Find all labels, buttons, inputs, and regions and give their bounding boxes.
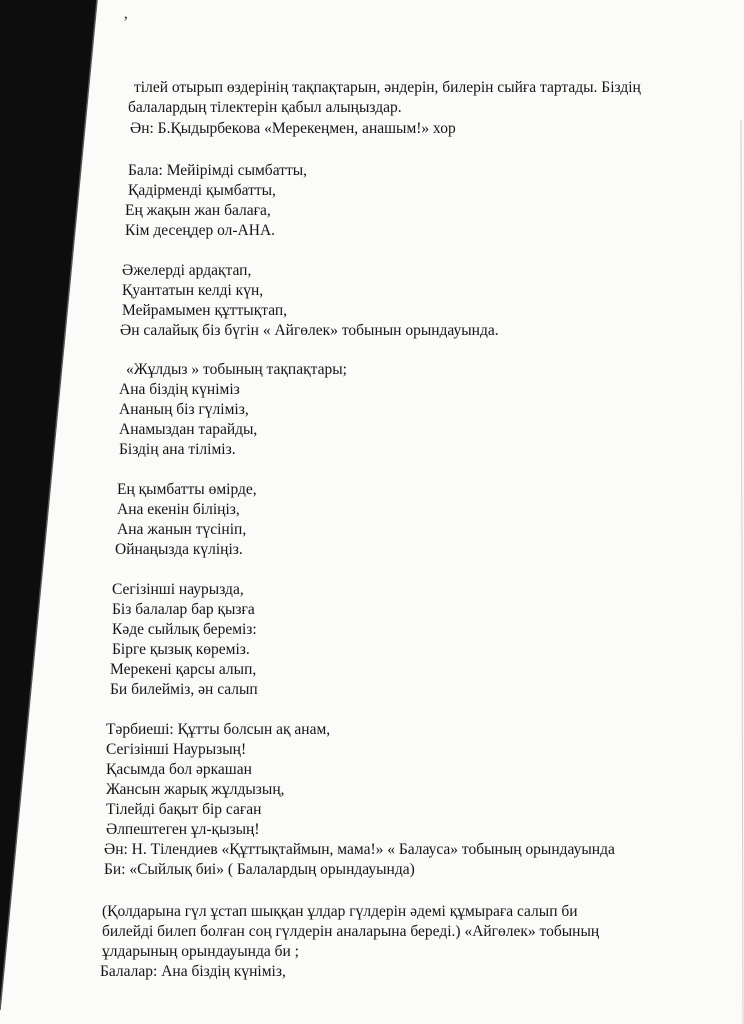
text-line: Би: «Сыйлық биі» ( Балалардың орындауында) bbox=[104, 861, 415, 878]
text-line: Балалар: Ана біздің күніміз, bbox=[100, 963, 286, 980]
text-line: Бірге қызық көреміз. bbox=[112, 641, 250, 658]
text-line: тілей отырып өздерінің тақпақтарын, әндерін, билерін сыйға тартады. Біздің bbox=[134, 79, 641, 96]
text-line: Ең қымбатты өмірде, bbox=[117, 481, 257, 498]
text-line: «Жұлдыз » тобының тақпақтары; bbox=[126, 361, 347, 378]
text-line: Тәрбиеші: Құтты болсын ақ анам, bbox=[106, 721, 331, 738]
text-line: Әжелерді ардақтап, bbox=[122, 262, 252, 279]
text-line: Кім десеңдер ол-АНА. bbox=[125, 222, 276, 239]
text-line: Ән салайық біз бүгін « Айгөлек» тобынын орындауында. bbox=[120, 322, 499, 339]
text-line: Ананың біз гүліміз, bbox=[119, 401, 249, 418]
text-line: Біздің ана тіліміз. bbox=[119, 441, 236, 458]
margin-mark: ʼ bbox=[123, 14, 129, 31]
text-line: Би билейміз, ән салып bbox=[110, 681, 258, 698]
text-line: Әлпештеген ұл-қызың! bbox=[106, 821, 260, 838]
text-line: Ана екенін біліңіз, bbox=[117, 501, 240, 518]
text-line: Анамыздан тарайды, bbox=[119, 421, 258, 438]
text-line: Ана жанын түсініп, bbox=[117, 521, 247, 538]
text-line: Сегізінші Наурызың! bbox=[106, 741, 247, 758]
text-line: Ән: Б.Қыдырбекова «Мерекеңмен, анашым!» хор bbox=[130, 120, 456, 137]
text-line: ұлдарының орындауында би ; bbox=[102, 943, 299, 960]
text-line: Ең жақын жан балаға, bbox=[125, 202, 271, 219]
text-line: Кәде сыйлық береміз: bbox=[112, 621, 257, 638]
text-line: Ән: Н. Тілендиев «Құттықтаймын, мама!» « Балауса» тобының орындауында bbox=[104, 841, 615, 858]
text-line: Сегізінші наурызда, bbox=[112, 581, 244, 598]
text-line: Ана біздің күніміз bbox=[119, 381, 240, 398]
text-line: Жансын жарық жұлдызың, bbox=[106, 781, 285, 798]
text-line: балалардың тілектерін қабыл алыңыздар. bbox=[128, 99, 402, 116]
text-line: Қуантатын келді күн, bbox=[122, 282, 264, 299]
text-line: Біз балалар бар қызға bbox=[112, 601, 255, 618]
text-line: Тілейді бақыт бір саған bbox=[106, 801, 262, 818]
text-line: Мерекені қарсы алып, bbox=[110, 661, 257, 678]
text-line: билейді билеп болған соң гүлдерін аналарына береді.) «Айгөлек» тобының bbox=[102, 923, 600, 940]
text-line: (Қолдарына гүл ұстап шыққан ұлдар гүлдерін әдемі құмыраға салып би bbox=[102, 903, 578, 920]
text-line: Қадірменді қымбатты, bbox=[128, 182, 276, 199]
text-line: Қасымда бол әркашан bbox=[106, 761, 252, 778]
text-line: Бала: Мейірімді сымбатты, bbox=[128, 162, 308, 179]
text-line: Мейрамымен құттықтап, bbox=[122, 302, 288, 319]
text-line: Ойнаңызда күліңіз. bbox=[115, 541, 243, 558]
